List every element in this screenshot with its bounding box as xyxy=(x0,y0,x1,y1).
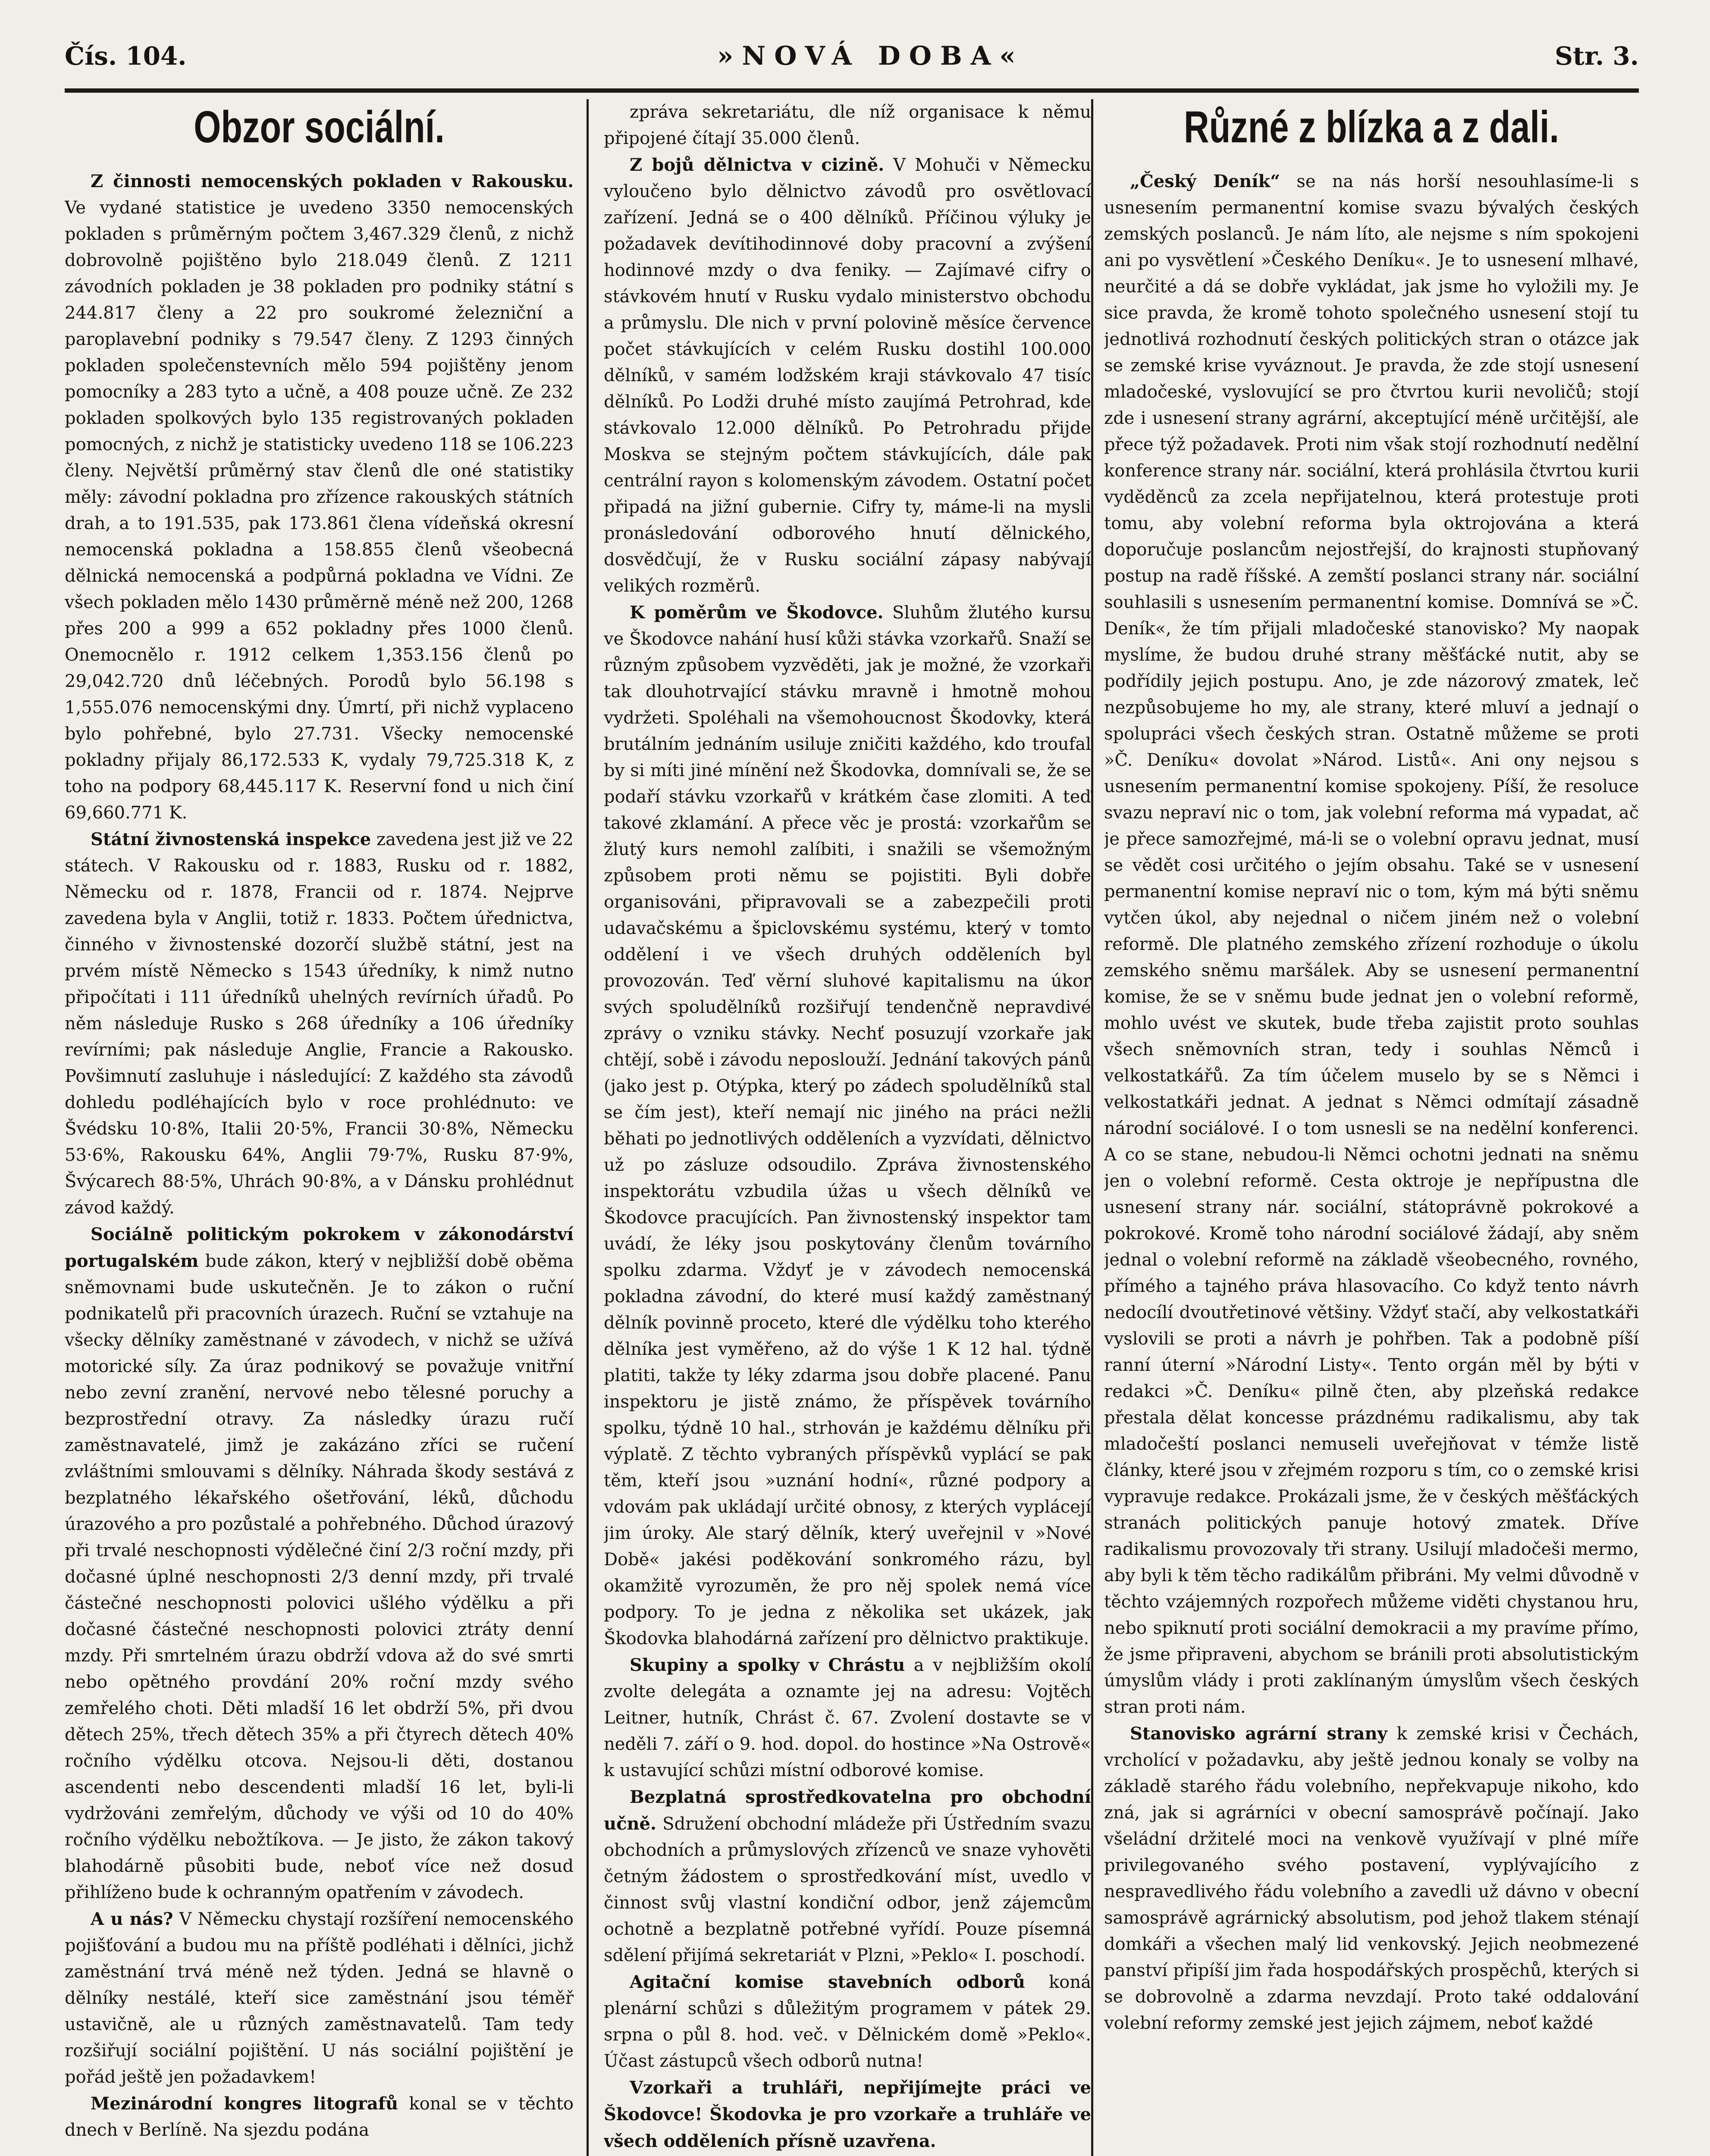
article-headline: Mezinárodní kongres litografů xyxy=(91,2093,398,2114)
article-text: konal se v těchto dnech v Berlíně. Na sjezdu podána xyxy=(65,2094,574,2140)
article-paragraph xyxy=(1104,1720,1639,2037)
article-headline: Agitační komise stavebních odborů xyxy=(630,1972,1025,1992)
article-headline: Stanovisko agrární strany xyxy=(1130,1724,1387,1744)
article-paragraph xyxy=(65,168,574,826)
newspaper-title: »NOVÁ DOBA« xyxy=(717,41,1024,71)
article-paragraph xyxy=(604,99,1091,152)
article-headline: Vzorkaři a truhláři, nepřijímejte práci ve Škodovce! Škodovka je pro vzorkaře a truhláře ve všech odděleních přísně uzavřena. xyxy=(604,2078,1091,2151)
article-headline: Státní živnostenská inspekce xyxy=(91,829,371,849)
article-paragraph xyxy=(65,2090,574,2143)
article-text: V Německu chystají rozšíření nemocenského pojišťování a budou mu na příště podléhati i dělníci, jichž zaměstnání trvá méně než týden. Jedná se hlavně o dělníky nestálé, kteří sice zaměstnání jsou téměř ustavičně, ale u různých zaměstnavatelů. Tam tedy rozšiřují sociální pojištění. U nás sociální pojištění je pořád ještě jen požadavkem! xyxy=(65,1909,574,2087)
article-paragraph xyxy=(1104,168,1639,1720)
article-paragraph xyxy=(65,1221,574,1906)
article-text: V Mohuči v Německu vyloučeno bylo dělnictvo závodů pro osvětlovací zařízení. Jedná se o 400 dělníků. Příčinou výluky je požadavek devítihodinnové doby pracovní a zvýšení hodinnové mzdy o dva feniky. — Zajímavé cifry o stávkovém hnutí v Rusku vydalo ministerstvo obchodu a průmyslu. Dle nich v první polovině měsíce července počet stávkujících v celém Rusku dostihl 100.000 dělníků, v samém lodžském kraji stávkovalo 47 tisíc dělníků. Po Lodži druhé místo zaujímá Petrohrad, kde stávkovalo 12.000 dělníků. Po Petrohradu přijde Moskva se stejným počtem stávkujících, dále pak centrální rayon s kolomenským závodem. Ostatní počet připadá na jižní gubernie. Cifry ty, máme-li na mysli pronásledování odborového hnutí dělnického, dosvědčují, že v Rusku sociální zápasy nabývají velikých rozměrů. xyxy=(604,155,1091,596)
article-headline: Z činnosti nemocenských pokladen v Rakousku. xyxy=(91,171,574,191)
article-text: bude zákon, který v nejbližší době oběma sněmovnami bude uskutečněn. Je to zákon o ruční podnikatelů při pracovních úrazech. Ruční se vztahuje na všecky dělníky zaměstnané v závodech, v nichž se užívá motorické síly. Za úraz podnikový se považuje vnitřní nebo zevní zranění, nervové nebo tělesné poruchy a bezprostřední otravy. Za následky úrazu ručí zaměstnavatelé, jimž je zakázáno zříci se ručení zvláštními smlouvami s dělníky. Náhrada škody sestává z bezplatného lékařského ošetřování, léků, důchodu úrazového a pro pozůstalé a pohřebného. Důchod úrazový při trvalé neschopnosti výdělečné činí 2/3 roční mzdy, při dočasné úplné neschopnosti 2/3 denní mzdy, při trvalé částečné neschopnosti polovici ušlého výdělku a při dočasné částečné neschopnosti polovici ztráty denní mzdy. Při smrtelném úrazu obdrží vdova až do své smrti nebo opětného provdání 20% roční mzdy svého zemřelého choti. Děti mladší 16 let obdrží 5%, při dvou dětech 25%, třech dětech 35% a při čtyrech dětech 40% ročního výdělku otcova. Nejsou-li děti, dostanou ascendenti nebo descendenti mladší 16 let, byli-li vydržováni zemřelým, důchody ve výši od 10 do 40% ročního výdělku nebožtíkova. — Je jisto, že zákon takový blahodárně působiti bude, neboť více než dosud přihlíženo bude k ochranným opatřením v závodech. xyxy=(65,1251,574,1902)
issue-number: Čís. 104. xyxy=(65,41,187,71)
article-paragraph xyxy=(65,1906,574,2090)
article-text: Ve vydané statistice je uvedeno 3350 nemocenských pokladen s průměrným počtem 3,467.329 členů, z nichž dobrovolně pojištěno bylo 218.049 členů. Z 1211 závodních pokladen je 38 pokladen pro podniky státní s 244.817 členy a 22 pro soukromé železniční a paroplavební podniky s 79.547 členy. Z 1293 činných pokladen společenstevních mělo 594 pojištěny jenom pomocníky a 283 tyto a učně, a 408 pouze učně. Ze 232 pokladen spolkových bylo 135 registrovaných pokladen pomocných, z nichž je statisticky uvedeno 118 se 106.223 členy. Největší průměrný stav členů dle oné statistiky měly: závodní pokladna pro zřízence rakouských státních drah, a to 191.535, pak 173.861 člena vídeňská okresní nemocenská pokladna a 158.855 členů všeobecná dělnická nemocenská a podpůrná pokladna ve Vídni. Ze všech pokladen mělo 1430 průměrně méně než 200, 1268 přes 200 a 999 a 652 pokladny přes 1000 členů. Onemocnělo r. 1912 celkem 1,353.156 členů po 29,042.720 dnů léčebných. Porodů bylo 56.198 s 1,555.076 nemocenskými dny. Úmrtí, při nichž vyplaceno bylo pohřebné, bylo 27.731. Všecky nemocenské pokladny přijaly 86,172.533 K, vydaly 79,725.318 K, z toho na podpory 68,445.117 K. Reservní fond u nich činí 69,660.771 K. xyxy=(65,198,574,823)
article-headline: Z bojů dělnictva v cizině. xyxy=(630,155,885,175)
article-text: a v nejbližším okolí zvolte delegáta a oznamte jej na adresu: Vojtěch Leitner, hutník, Chrást č. 67. Zvolení dostavte se v neděli 7. září o 9. hod. dopol. do hostince »Na Ostrově« k ustavující schůzi místní odborové komise. xyxy=(604,1655,1091,1780)
column-1-articles xyxy=(65,168,574,2143)
article-text: Sluhům žlutého kursu ve Škodovce nahání husí kůži stávka vzorkařů. Snaží se různým způsobem vyzvěděti, jak je možné, že vzorkaři tak dlouhotrvající stávku mravně i hmotně mohou vydržeti. Spoléhali na všemohoucnost Škodovky, která brutálním jednáním usiluje zničiti každého, kdo troufal by si míti jiné mínění než Škodovka, domnívali se, že se podaří stávku vzorkařů v krátkém čase zlomiti. A teď takové zklamání. A přece věc je prostá: vzorkařům se žlutý kurs nemohl zalíbiti, i snažili se všemožným způsobem proti němu se pojistiti. Byli dobře organisováni, připravovali se a zabezpečili proti udavačskému a špiclovskému systému, který v tomto oddělení i ve všech druhých odděleních byl provozován. Teď věrní sluhové kapitalismu na úkor svých spoludělníků rozšiřují tendenčně nepravdivé zprávy o vzniku stávky. Nechť posuzují vzorkaře jak chtějí, sobě i závodu neposlouží. Jednání takových pánů (jako jest p. Otýpka, který po zádech spoludělníků stal se čím jest), kteří nemají nic jiného na práci nežli běhati po jednotlivých odděleních a vyzvídati, dělnictvo už po zásluze odsoudilo. Zpráva živnostenského inspektorátu vzbudila úžas u všech dělníků ve Škodovce pracujících. Pan živnostenský inspektor tam uvádí, že léky jsou poskytovány členům továrního spolku zdarma. Vždyť je v závodech nemocenská pokladna závodní, do které musí každý zaměstnaný dělník povinně proceto, které dle výdělku toho kterého dělníka jest vyměřeno, až do výše 1 K 12 hal. týdně platiti, takže ty léky zdarma jsou dobře placené. Panu inspektoru je jistě známo, že příspěvek továrního spolku, týdně 10 hal., strhován je každému dělníku při výplatě. Z těchto vybraných příspěvků vyplácí se pak těm, kteří jsou »uznání hodní«, různé podpory a vdovám pak ukládají určité obnosy, z kterých vyplácejí jim úroky. Ale starý dělník, který uveřejnil v »Nové Době« jakési poděkování sonkromého rázu, byl okamžitě vyrozuměn, že pro něj spolek nemá více podpory. To je jedna z několika set ukázek, jak Škodovka blahodárná zařízení pro dělnictvo praktikuje. xyxy=(604,603,1091,1648)
page-number: Str. 3. xyxy=(1555,41,1639,71)
article-headline: „Český Deník“ xyxy=(1130,171,1280,191)
article-headline: Bezplatná sprostředkovatelna pro obchodní učně. xyxy=(604,1787,1091,1834)
article-paragraph xyxy=(604,2075,1091,2155)
article-paragraph xyxy=(604,152,1091,599)
column-rule-2 xyxy=(1091,99,1093,2156)
article-paragraph xyxy=(604,599,1091,1652)
column-rule-1 xyxy=(587,99,589,2156)
article-text: Sdružení obchodní mládeže při Ústředním svazu obchodních a průmyslových zřízenců ve snaze vyhověti četným žádostem o sprostředkování míst, uvedlo v činnost svůj vlastní kondiční odbor, jenž zájemcům ochotně a bezplatně potřebné vyřídí. Pouze písemná sdělení přijímá sekretariát v Plzni, »Peklo« I. poschodí. xyxy=(604,1814,1091,1965)
article-headline: Skupiny a spolky v Chrástu xyxy=(630,1655,905,1675)
section-title-ruzne: Různé z blízka a z dali. xyxy=(1184,102,1559,152)
column-3-articles xyxy=(1104,168,1639,2037)
article-headline: Sociálně politickým pokrokem v zákonodárství portugalském xyxy=(65,1224,574,1271)
article-headline: K poměrům ve Škodovce. xyxy=(630,602,884,623)
article-paragraph xyxy=(604,1784,1091,1969)
article-text: koná plenární schůzi s důležitým programem v pátek 29. srpna o půl 8. hod. več. v Dělnickém domě »Peklo«. Účast zástupců všech odborů nutna! xyxy=(604,1972,1091,2071)
article-headline: A u nás? xyxy=(91,1909,173,1929)
article-paragraph xyxy=(604,1969,1091,2075)
page-header xyxy=(65,30,1639,82)
column-1 xyxy=(65,99,574,2156)
article-paragraph xyxy=(604,1652,1091,1784)
column-2 xyxy=(604,99,1091,2156)
article-text: zpráva sekretariátu, dle níž organisace k němu připojené čítají 35.000 členů. xyxy=(604,102,1091,148)
header-rule xyxy=(65,88,1639,93)
section-title-obzor: Obzor sociální. xyxy=(194,102,445,152)
article-text: zavedena jest již ve 22 státech. V Rakousku od r. 1883, Rusku od r. 1882, Německu od r. 1878, Francii od r. 1874. Nejprve zavedena byla v Anglii, totiž r. 1833. Počtem úřednictva, činného v živnostenské dozorčí službě státní, jest na prvém místě Německo s 1543 úředníky, k nimž nutno připočítati i 111 úředníků uhelných revírních úřadů. Po něm následuje Rusko s 268 úředníky a 106 úředníky revírními; pak následuje Anglie, Francie a Rakousko. Povšimnutí zasluhuje i následující: Z každého sta závodů dohledu podléhajících bylo v roce prohlédnuto: ve Švédsku 10·8%, Italii 20·5%, Francii 30·8%, Německu 53·6%, Rakousku 64%, Anglii 79·7%, Rusku 87·9%, Švýcarech 88·5%, Uhrách 90·8%, a v Dánsku prohlédnut závod každý. xyxy=(65,830,574,1218)
column-2-articles xyxy=(604,99,1091,2155)
article-text: se na nás horší nesouhlasíme-li s usnesením permanentní komise svazu bývalých českých zemských poslanců. Je nám líto, ale nejsme s ním spokojeni ani po vysvětlení »Českého Deníku«. Je to usnesení mlhavé, neurčité a dá se dobře vykládat, jak jsme ho vyložili my. Je sice pravda, že kromě tohoto společného usnesení stojí tu jednotlivá rozhodnutí českých politických stran o otázce jak se zemské krise vyváznout. Je pravda, že zde stojí usnesení mladočeské, vyslovující se pro čtvrtou kurii nevoličů; stojí zde i usnesení strany agrární, akceptující méně určitější, ale přece týž požadavek. Proti nim však stojí rozhodnutí nedělní konference strany nár. sociální, která prohlásila čtvrtou kurii vyděděnců za zcela nepřijatelnou, která protestuje proti tomu, aby volební reforma byla oktrojována a která doporučuje poslancům nejostřejší, do krajnosti stupňovaný postup na radě říšské. A zemští poslanci strany nár. sociální souhlasili s usnesením permanentní komise. Domnívá se »Č. Deník«, že tím přijali mladočeské stanovisko? My naopak myslíme, že budou druhé strany měšťácké nutit, aby se podřídily jejich postupu. Ano, je zde názorový zmatek, leč nezpůsobujeme ho my, ale strany, které mluví a jednají o spolupráci všech českých stran. Ostatně můžeme se proti »Č. Deníku« dovolat »Národ. Listů«. Ani ony nejsou s usnesením permanentní komise spokojeny. Píší, že resoluce svazu nepraví nic o tom, jak volební reforma má vypadat, ač je přece samozřejmé, má-li se o volební opravu jednat, musí se vědět cosi určitého o jejím obsahu. Také se v usnesení permanentní komise nepraví nic o tom, kým má býti sněmu vytčen úkol, aby nejednal o ničem jiném než o volební reformě. Dle platného zemského zřízení rozhoduje o úkolu zemského sněmu maršálek. Aby se usnesení permanentní komise, že se v sněmu bude jednat jen o volební reformě, mohlo uvést ve skutek, bude třeba zajistit proto souhlas všech sněmovních stran, tedy i souhlas Němců i velkostatkářů. Za tím účelem muselo by se s Němci i velkostatkáři jednat. A jednat s Němci odmítají zásadně národní sociálové. I o tom usnesli se na nedělní konferenci. A co se stane, nebudou-li Němci ochotni jednati na sněmu jen o volební reformě. Cesta oktroje je nepřípustna dle usnesení strany nár. sociální, státoprávně pokrokové a pokrokové. Kromě toho národní sociálové žádají, aby sněm jednal o volební reformě na základě všeobecného, rovného, přímého a tajného práva hlasovacího. Co když tento návrh nedocílí dvoutřetinové většiny. Vždyť stačí, aby velkostatkáři vyslovili se proti a návrh je pohřben. Tak a podobně píší ranní úterní »Národní Listy«. Tento orgán měl by býti v redakci »Č. Deníku« pilně čten, aby plzeňská redakce přestala dělat koncesse prázdnému radikalismu, aby tak mladočeští poslanci nemuseli uveřejňovat v témže listě články, které jsou v zřejmém rozporu s tím, co o zemské krisi vypravuje redakce. Prokázali jsme, že v českých měšťáckých stranách politických panuje hotový zmatek. Dříve radikalismu provozovaly tři strany. Usilují mladočeši mermo, aby byli k těm těcho radikálům přibráni. My velmi důvodně v těchto vzájemných rozpořech můžeme viděti chystanou hru, nebo spiknutí proti sociální demokracii a my pravíme přímo, že jsme připraveni, abychom se bránili proti absolutistickým úmyslům vlády i proti zaklínaným úmyslům všech českých stran proti nám. xyxy=(1104,172,1639,1717)
column-3 xyxy=(1104,99,1639,2156)
article-text: k zemské krisi v Čechách, vrcholící v požadavku, aby ještě jednou konaly se volby na základě starého řádu volebního, nepřekvapuje nikoho, kdo zná, jak si agrárníci v obecní samosprávě počínají. Jako všeládní držitelé moci na venkově využívají v plné míře privilegovaného svého postavení, vyplývajícího z nespravedlivého řádu volebního a zavedli už dávno v obecní samosprávě agrárnický absolutism, pod jehož tlakem sténají domkáři a všechen malý lid venkovský. Jejich neobmezené panství připíší jim řada hospodářských prospěchů, kterých si se dobrovolně a zdarma nevzdají. Proto také oddalování volební reformy zemské jest jejich zájmem, neboť každé xyxy=(1104,1724,1639,2033)
article-paragraph xyxy=(65,826,574,1221)
